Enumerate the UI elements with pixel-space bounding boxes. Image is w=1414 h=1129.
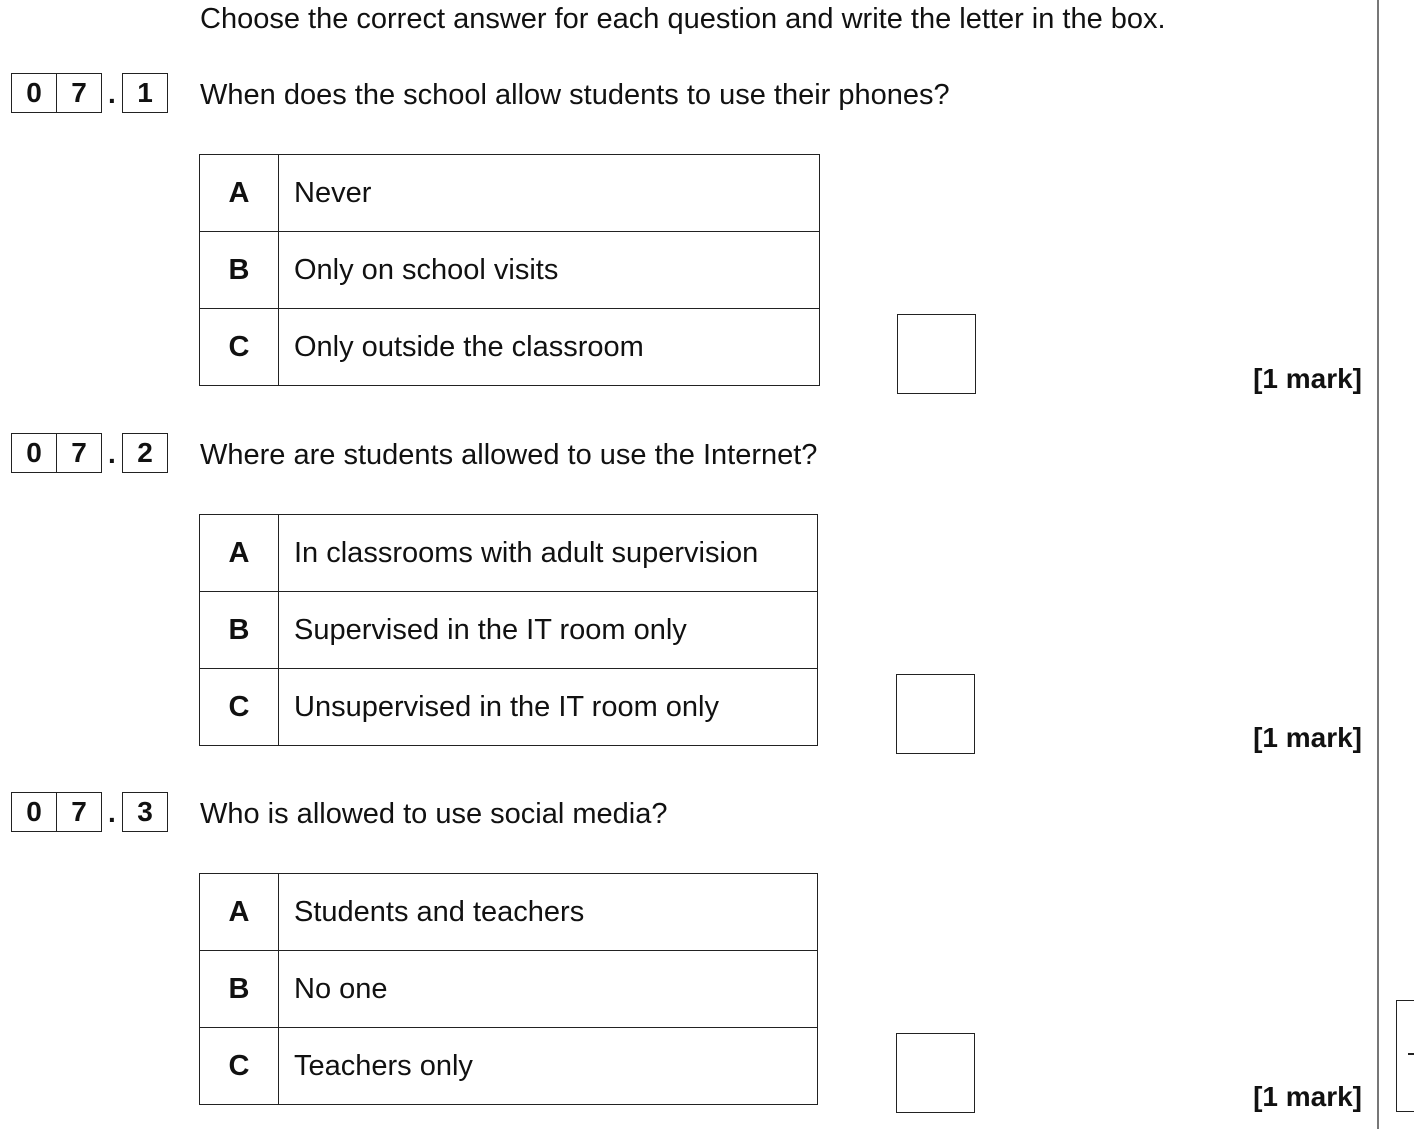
question-number-digit: 0 xyxy=(11,792,57,832)
option-letter: B xyxy=(200,592,279,669)
question-number-dot: . xyxy=(108,78,116,109)
question-text: Where are students allowed to use the Internet? xyxy=(200,439,818,471)
option-text: Unsupervised in the IT room only xyxy=(279,669,818,746)
mark-label: [1 mark] xyxy=(1253,1081,1362,1112)
option-letter: B xyxy=(200,232,279,309)
question-number-digit: 7 xyxy=(56,433,102,473)
option-row[interactable] xyxy=(200,155,820,232)
option-text: Supervised in the IT room only xyxy=(279,592,818,669)
question-number-digit: 7 xyxy=(56,73,102,113)
option-letter: B xyxy=(200,951,279,1028)
option-row[interactable] xyxy=(200,1028,818,1105)
option-letter: C xyxy=(200,669,279,746)
options-table xyxy=(199,514,818,746)
option-row[interactable] xyxy=(200,515,818,592)
margin-line xyxy=(1377,0,1379,1129)
option-letter: A xyxy=(200,515,279,592)
question-text: When does the school allow students to use their phones? xyxy=(200,79,950,111)
margin-tick xyxy=(1408,1053,1414,1055)
option-text: No one xyxy=(279,951,818,1028)
option-letter: C xyxy=(200,1028,279,1105)
option-text: Teachers only xyxy=(279,1028,818,1105)
question-number-digit: 0 xyxy=(11,433,57,473)
question-number-digit: 2 xyxy=(122,433,168,473)
option-row[interactable] xyxy=(200,309,820,386)
answer-box[interactable] xyxy=(897,314,976,394)
question-number-digit: 7 xyxy=(56,792,102,832)
mark-label: [1 mark] xyxy=(1253,722,1362,753)
instruction-text: Choose the correct answer for each question and write the letter in the box. xyxy=(200,3,1166,35)
mark-label: [1 mark] xyxy=(1253,363,1362,394)
option-text: Only on school visits xyxy=(279,232,820,309)
option-row[interactable] xyxy=(200,592,818,669)
option-text: Only outside the classroom xyxy=(279,309,820,386)
options-table xyxy=(199,154,820,386)
answer-box[interactable] xyxy=(896,1033,975,1113)
margin-total-box xyxy=(1396,1000,1414,1112)
option-text: In classrooms with adult supervision xyxy=(279,515,818,592)
option-row[interactable] xyxy=(200,951,818,1028)
option-row[interactable] xyxy=(200,232,820,309)
option-row[interactable] xyxy=(200,669,818,746)
option-letter: C xyxy=(200,309,279,386)
option-letter: A xyxy=(200,874,279,951)
question-number-dot: . xyxy=(108,797,116,828)
question-number-digit: 1 xyxy=(122,73,168,113)
options-table xyxy=(199,873,818,1105)
question-number-dot: . xyxy=(108,438,116,469)
option-row[interactable] xyxy=(200,874,818,951)
option-letter: A xyxy=(200,155,279,232)
question-number-digit: 0 xyxy=(11,73,57,113)
option-text: Never xyxy=(279,155,820,232)
question-text: Who is allowed to use social media? xyxy=(200,798,668,830)
option-text: Students and teachers xyxy=(279,874,818,951)
question-number-digit: 3 xyxy=(122,792,168,832)
answer-box[interactable] xyxy=(896,674,975,754)
